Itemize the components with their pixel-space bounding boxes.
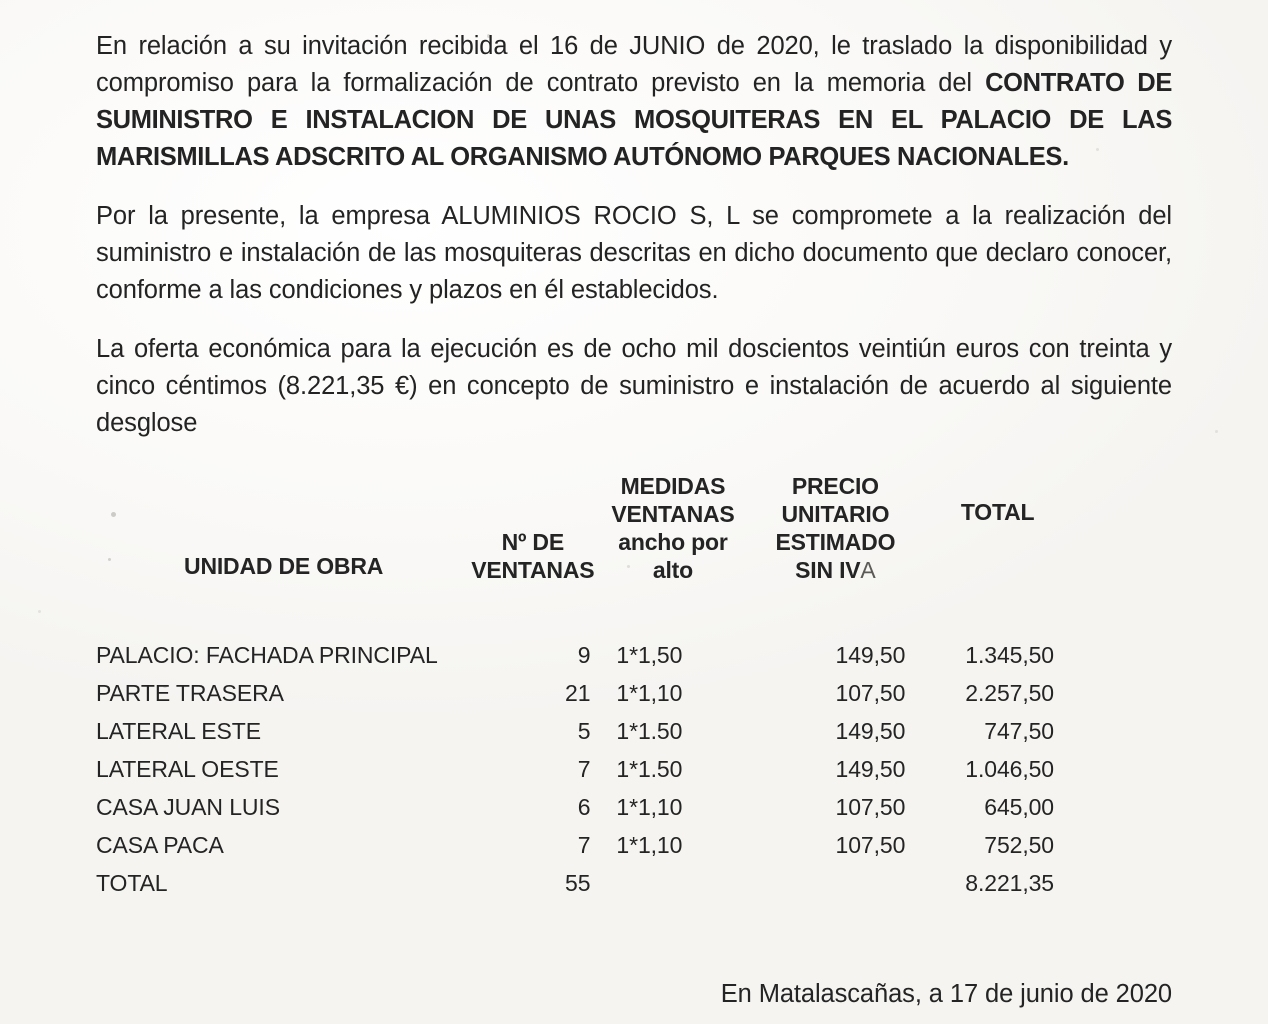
header-line: VENTANAS: [611, 501, 735, 527]
cell-precio-unitario: 107,50: [835, 794, 906, 820]
cell-precio-unitario: 107,50: [835, 680, 906, 706]
header-line: MEDIDAS: [620, 473, 726, 499]
cell-medidas: 1*1,10: [616, 832, 683, 858]
cell-unidad-obra: PARTE TRASERA: [96, 680, 284, 706]
table-head: [96, 440, 1076, 590]
header-line: ancho por: [618, 529, 728, 555]
paragraph-offer: [96, 331, 1172, 442]
table-header-row: [96, 440, 1076, 590]
cell-precio-unitario: 149,50: [835, 756, 906, 782]
table-row: [96, 590, 1076, 674]
text-run: Por la presente, la empresa ALUMINIOS ROCIO S, L se compromete a la realización del suministro e instalación de las mosquiteras descritas en dicho documento que declaro conocer, conforme a las condiciones y plazos en él establecidos.: [96, 202, 1172, 304]
cell-num-ventanas: 9: [577, 642, 591, 668]
table-row: [96, 712, 1076, 750]
header-line-tail: A: [860, 557, 876, 583]
cell-num-ventanas: 7: [577, 832, 591, 858]
column-header-precio-unitario: [751, 440, 919, 590]
paragraph-intro: [96, 28, 1172, 176]
cell-total: 1.345,50: [965, 642, 1054, 668]
cell-precio-unitario: [751, 864, 919, 902]
table-row: [96, 750, 1076, 788]
cell-unidad-obra: PALACIO: FACHADA PRINCIPAL: [96, 642, 438, 668]
cell-medidas: 1*1.50: [616, 756, 683, 782]
cell-unidad-obra: LATERAL OESTE: [96, 756, 279, 782]
cell-unidad-obra: TOTAL: [96, 870, 168, 896]
header-line: alto: [652, 557, 693, 583]
header-line: VENTANAS: [471, 557, 595, 583]
cell-precio-unitario: 107,50: [835, 832, 906, 858]
cell-num-ventanas: 6: [577, 794, 591, 820]
cell-total: 1.046,50: [965, 756, 1054, 782]
table-row: [96, 674, 1076, 712]
column-header-total: [919, 440, 1076, 590]
cell-unidad-obra: LATERAL ESTE: [96, 718, 261, 744]
cell-total: 645,00: [984, 794, 1054, 820]
cell-total: 8.221,35: [965, 870, 1054, 896]
cell-num-ventanas: 55: [565, 870, 591, 896]
header-line: SIN IVA: [795, 557, 876, 583]
table-row: [96, 826, 1076, 864]
cell-total: 747,50: [984, 718, 1054, 744]
table-row: [96, 864, 1076, 902]
text-run: La oferta económica para la ejecución es de ocho mil doscientos veintiún euros con treinta y cinco céntimos (8.221,35 €) en concepto de suministro e instalación de acuerdo al siguiente desglose: [96, 335, 1172, 437]
column-header-medidas: [594, 440, 751, 590]
cell-num-ventanas: 21: [565, 680, 591, 706]
paragraph-commitment: [96, 198, 1172, 309]
cell-precio-unitario: 149,50: [835, 642, 906, 668]
cell-unidad-obra: CASA JUAN LUIS: [96, 794, 280, 820]
header-line: TOTAL: [960, 499, 1035, 525]
cell-num-ventanas: 5: [577, 718, 591, 744]
cell-num-ventanas: 7: [577, 756, 591, 782]
cell-medidas: 1*1.50: [616, 718, 683, 744]
breakdown-table: [96, 440, 1076, 902]
header-line: UNITARIO: [781, 501, 890, 527]
emphasised-run: CONTRATO DE SUMINISTRO E INSTALACION DE UNAS MOSQUITERAS EN EL PALACIO DE LAS MARISMILLAS ADSCRITO AL ORGANISMO AUTÓNOMO PARQUES NACIONALES.: [96, 69, 1172, 171]
cell-medidas: 1*1,10: [616, 680, 683, 706]
cell-total: 2.257,50: [965, 680, 1054, 706]
header-line: ESTIMADO: [775, 529, 896, 555]
cell-medidas: 1*1,50: [616, 642, 683, 668]
closing-place-date: En Matalascañas, a 17 de junio de 2020: [720, 980, 1172, 1008]
table-body: [96, 590, 1076, 902]
cell-unidad-obra: CASA PACA: [96, 832, 224, 858]
letter-body: [96, 28, 1172, 442]
header-line: UNIDAD DE OBRA: [184, 553, 384, 579]
header-line: Nº DE: [501, 529, 564, 555]
text-run: En relación a su invitación recibida el 16 de JUNIO de 2020, le traslado la disponibilidad y compromiso para la formalización de contrato previsto en la memoria del: [96, 32, 1172, 97]
table-row: [96, 788, 1076, 826]
column-header-num-ventanas: [471, 440, 594, 590]
cell-precio-unitario: 149,50: [835, 718, 906, 744]
cell-medidas: [594, 864, 751, 902]
cell-medidas: 1*1,10: [616, 794, 683, 820]
header-line: PRECIO: [791, 473, 879, 499]
cell-total: 752,50: [984, 832, 1054, 858]
column-header-unidad-obra: [96, 440, 471, 590]
